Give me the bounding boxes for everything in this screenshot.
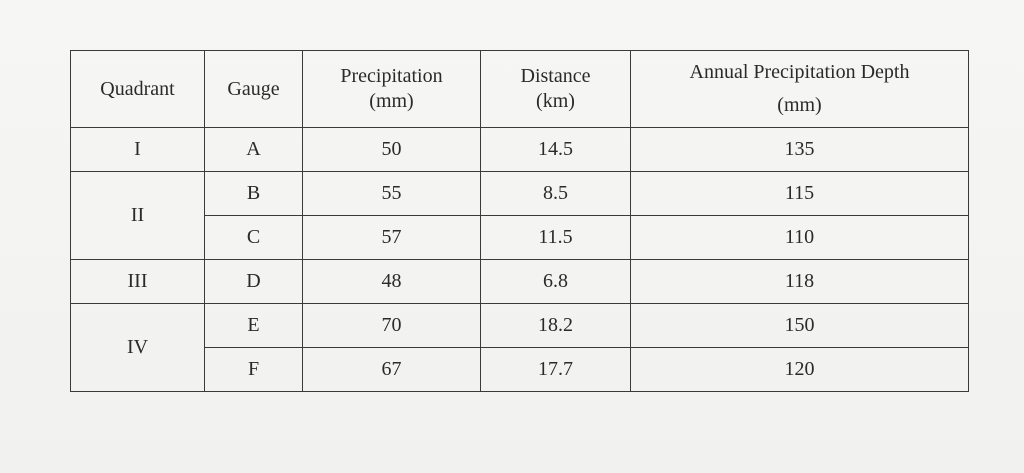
quadrant-cell: II bbox=[71, 172, 205, 260]
annual-depth-cell: 135 bbox=[631, 128, 969, 172]
annual-depth-cell: 118 bbox=[631, 260, 969, 304]
header-quadrant: Quadrant bbox=[71, 51, 205, 128]
gauge-cell: A bbox=[205, 128, 303, 172]
precipitation-cell: 67 bbox=[303, 348, 481, 392]
table-row bbox=[71, 348, 969, 392]
distance-cell: 14.5 bbox=[481, 128, 631, 172]
annual-depth-cell: 110 bbox=[631, 216, 969, 260]
table-header bbox=[71, 51, 969, 128]
header-precipitation-unit: (mm) bbox=[369, 90, 414, 112]
header-annual-unit: (mm) bbox=[777, 94, 822, 116]
table-body bbox=[71, 128, 969, 392]
header-annual-title: Annual Precipitation Depth bbox=[689, 61, 910, 83]
table-row bbox=[71, 304, 969, 348]
header-annual-spacer bbox=[631, 85, 968, 93]
distance-cell: 11.5 bbox=[481, 216, 631, 260]
header-distance-title: Distance bbox=[520, 65, 591, 87]
gauge-cell: F bbox=[205, 348, 303, 392]
table-row bbox=[71, 172, 969, 216]
header-distance bbox=[481, 51, 631, 128]
annual-depth-cell: 115 bbox=[631, 172, 969, 216]
header-gauge: Gauge bbox=[205, 51, 303, 128]
gauge-cell: E bbox=[205, 304, 303, 348]
distance-cell: 8.5 bbox=[481, 172, 631, 216]
gauge-cell: C bbox=[205, 216, 303, 260]
precipitation-cell: 48 bbox=[303, 260, 481, 304]
header-precipitation-title: Precipitation bbox=[340, 65, 443, 87]
annual-depth-cell: 150 bbox=[631, 304, 969, 348]
precipitation-cell: 70 bbox=[303, 304, 481, 348]
header-precipitation bbox=[303, 51, 481, 128]
precipitation-cell: 57 bbox=[303, 216, 481, 260]
quadrant-cell: III bbox=[71, 260, 205, 304]
quadrant-cell: IV bbox=[71, 304, 205, 392]
table-row bbox=[71, 260, 969, 304]
precipitation-cell: 55 bbox=[303, 172, 481, 216]
distance-cell: 17.7 bbox=[481, 348, 631, 392]
gauge-cell: D bbox=[205, 260, 303, 304]
quadrant-cell: I bbox=[71, 128, 205, 172]
header-annual-depth bbox=[631, 51, 969, 128]
header-distance-unit: (km) bbox=[536, 90, 575, 112]
precipitation-cell: 50 bbox=[303, 128, 481, 172]
annual-depth-cell: 120 bbox=[631, 348, 969, 392]
header-row bbox=[71, 51, 969, 128]
distance-cell: 18.2 bbox=[481, 304, 631, 348]
table-row bbox=[71, 128, 969, 172]
gauge-cell: B bbox=[205, 172, 303, 216]
precipitation-table bbox=[70, 50, 969, 392]
distance-cell: 6.8 bbox=[481, 260, 631, 304]
table-row bbox=[71, 216, 969, 260]
